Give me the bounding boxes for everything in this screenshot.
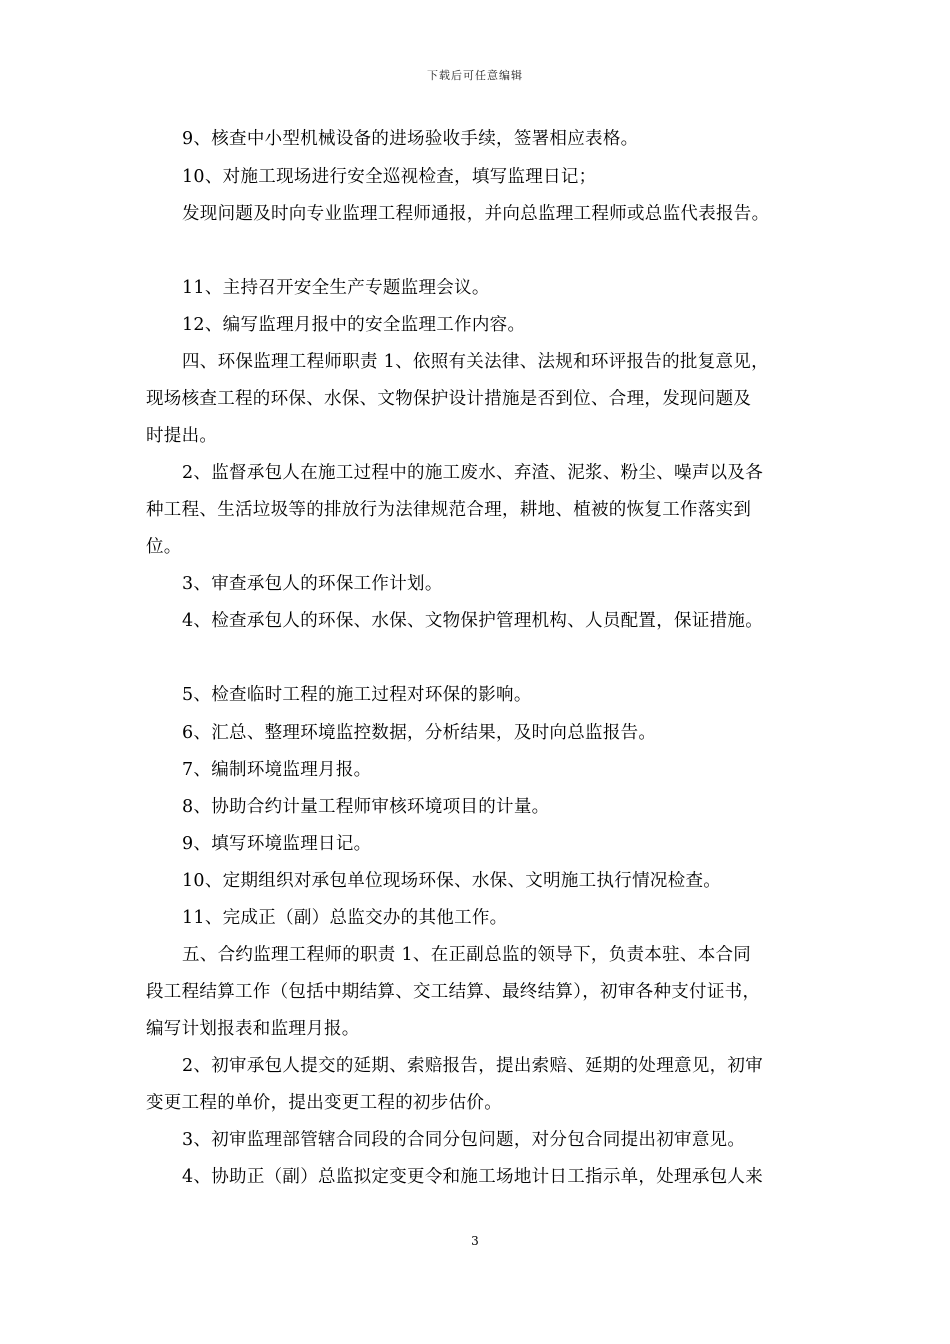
text-line: 8、协助合约计量工程师审核环境项目的计量。	[182, 797, 550, 817]
text-line: 11、完成正（副）总监交办的其他工作。	[182, 908, 508, 928]
text-line: 位。	[146, 537, 182, 557]
header-note: 下载后可任意编辑	[427, 69, 523, 82]
text-line: 时提出。	[146, 426, 218, 446]
text-line: 五、合约监理工程师的职责 1、在正副总监的领导下，负责本驻、本合同	[182, 945, 752, 965]
text-line: 11、主持召开安全生产专题监理会议。	[182, 278, 490, 298]
text-line: 四、环保监理工程师职责 1、依照有关法律、法规和环评报告的批复意见，	[182, 352, 769, 372]
text-line: 10、对施工现场进行安全巡视检查，填写监理日记；	[182, 167, 597, 187]
text-line: 4、协助正（副）总监拟定变更令和施工场地计日工指示单，处理承包人来	[182, 1167, 764, 1187]
text-line: 3、初审监理部管辖合同段的合同分包问题，对分包合同提出初审意见。	[182, 1130, 746, 1150]
text-line: 5、检查临时工程的施工过程对环保的影响。	[182, 685, 532, 705]
text-line: 9、核查中小型机械设备的进场验收手续，签署相应表格。	[182, 129, 639, 149]
text-line: 2、监督承包人在施工过程中的施工废水、弃渣、泥浆、粉尘、噪声以及各	[182, 463, 764, 483]
text-line: 编写计划报表和监理月报。	[146, 1019, 360, 1039]
text-line: 6、汇总、整理环境监控数据，分析结果，及时向总监报告。	[182, 723, 657, 743]
text-line: 现场核查工程的环保、水保、文物保护设计措施是否到位、合理，发现问题及	[146, 389, 752, 409]
text-line: 9、填写环境监理日记。	[182, 834, 372, 854]
text-line: 发现问题及时向专业监理工程师通报，并向总监理工程师或总监代表报告。	[182, 204, 770, 224]
text-line: 3、审查承包人的环保工作计划。	[182, 574, 443, 594]
text-line: 段工程结算工作（包括中期结算、交工结算、最终结算），初审各种支付证书，	[146, 982, 761, 1002]
text-line: 7、编制环境监理月报。	[182, 760, 372, 780]
page-number: 3	[471, 1234, 479, 1248]
text-line: 种工程、生活垃圾等的排放行为法律规范合理，耕地、植被的恢复工作落实到	[146, 500, 752, 520]
text-line: 12、编写监理月报中的安全监理工作内容。	[182, 315, 526, 335]
text-line: 2、初审承包人提交的延期、索赔报告，提出索赔、延期的处理意见，初审	[182, 1056, 764, 1076]
text-line: 10、定期组织对承包单位现场环保、水保、文明施工执行情况检查。	[182, 871, 722, 891]
text-line: 4、检查承包人的环保、水保、文物保护管理机构、人员配置，保证措施。	[182, 611, 764, 631]
text-line: 变更工程的单价，提出变更工程的初步估价。	[146, 1093, 502, 1113]
